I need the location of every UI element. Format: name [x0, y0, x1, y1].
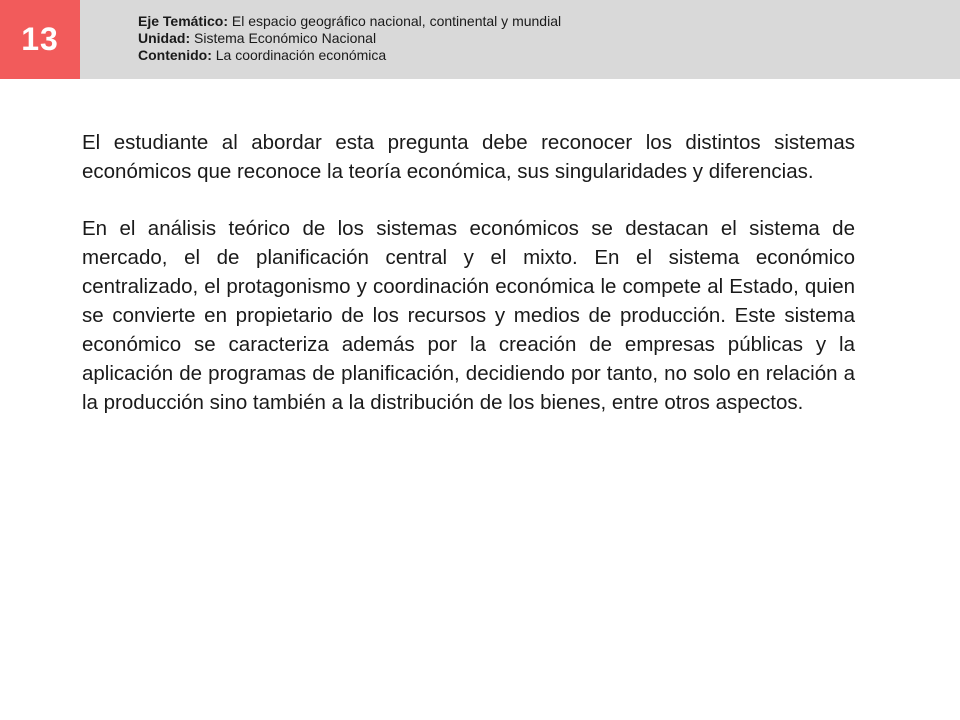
slide-number-badge: 13 [0, 0, 80, 79]
contenido-line [138, 47, 561, 64]
contenido-value: La coordinación económica [215, 47, 387, 63]
unidad-value: Sistema Económico Nacional [194, 30, 377, 46]
eje-tematico-line [138, 13, 561, 30]
body-paragraph-2: En el análisis teórico de los sistemas económicos se destacan el sistema de mercado, el de planificación central y el mixto. En el sistema económico centralizado, el protagonismo y coordinación económica le compete al Estado, quien se convierte en propietario de los recursos y medios de producción. Este sistema económico se caracteriza además por la creación de empresas públicas y la aplicación de programas de planificación, decidiendo por tanto, no solo en relación a la producción sino también a la distribución de los bienes, entre otros aspectos. [82, 217, 855, 414]
slide-body [82, 128, 855, 417]
eje-tematico-value: El espacio geográfico nacional, continental y mundial [231, 13, 562, 29]
unidad-label: Unidad: [138, 30, 191, 46]
body-paragraph-1: El estudiante al abordar esta pregunta debe reconocer los distintos sistemas económicos que reconoce la teoría económica, sus singularidades y diferencias. [82, 131, 855, 183]
contenido-label: Contenido: [138, 47, 212, 63]
unidad-line [138, 30, 561, 47]
eje-tematico-label: Eje Temático: [138, 13, 228, 29]
header-info [138, 13, 561, 64]
